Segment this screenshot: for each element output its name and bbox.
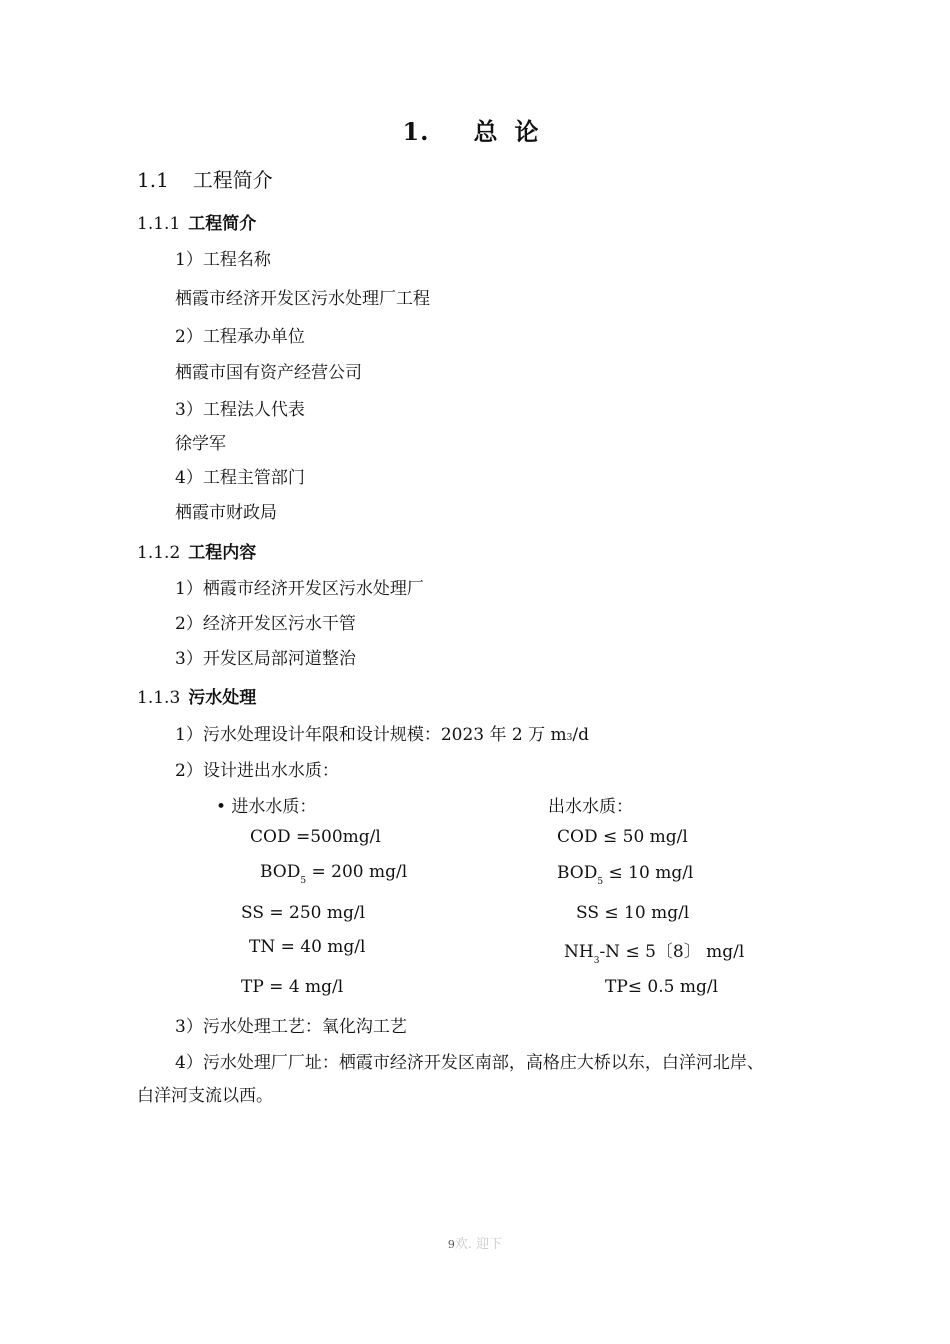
influent-bod	[260, 862, 408, 886]
design-scale-line	[175, 720, 589, 745]
item-value: 栖霞市财政局	[175, 503, 277, 523]
effluent-cod: COD ≤ 50 mg/l	[557, 827, 688, 847]
subsection-title: 工程内容	[188, 543, 257, 563]
water-quality-intro: 2）设计进出水水质：	[175, 761, 339, 781]
list-item: 3）开发区局部河道整治	[175, 649, 356, 669]
effluent-nh3n	[564, 937, 745, 966]
design-scale-unit: /d	[572, 725, 589, 745]
subsection-number: 1.1.2	[137, 543, 181, 563]
subsection-title: 工程简介	[188, 214, 257, 234]
subsection-heading	[137, 538, 256, 563]
list-item: 1）栖霞市经济开发区污水处理厂	[175, 579, 424, 599]
chapter-title	[0, 112, 950, 147]
site-line-continued: 白洋河支流以西。	[137, 1086, 273, 1106]
subsection-number: 1.1.3	[137, 688, 181, 708]
influent-header: • 进水水质：	[216, 797, 317, 817]
item-value: 栖霞市国有资产经营公司	[175, 363, 362, 383]
page-footer	[0, 1233, 950, 1252]
subsection-title: 污水处理	[188, 688, 257, 708]
influent-tn: TN = 40 mg/l	[249, 937, 366, 957]
item-value: 徐学军	[175, 434, 226, 454]
effluent-header: 出水水质：	[548, 797, 633, 817]
process-line: 3）污水处理工艺：氧化沟工艺	[175, 1017, 407, 1037]
effluent-nh-label: NH	[564, 942, 594, 962]
section-title: 工程简介	[192, 168, 273, 192]
influent-bod-subscript: 5	[300, 876, 307, 886]
influent-tp: TP = 4 mg/l	[241, 977, 344, 997]
item-value: 栖霞市经济开发区污水处理厂工程	[175, 289, 430, 309]
influent-ss: SS = 250 mg/l	[241, 903, 366, 923]
influent-bod-value: = 200 mg/l	[311, 862, 408, 882]
item-label: 3）工程法人代表	[175, 400, 305, 420]
effluent-nh-value: -N ≤ 5〔8〕 mg/l	[599, 942, 745, 962]
subsection-heading	[137, 209, 256, 234]
item-label: 4）工程主管部门	[175, 468, 305, 488]
item-label: 2）工程承办单位	[175, 327, 305, 347]
effluent-bod	[557, 863, 694, 887]
section-number: 1.1	[137, 168, 169, 192]
effluent-bod-subscript: 5	[597, 877, 604, 887]
effluent-ss: SS ≤ 10 mg/l	[576, 903, 690, 923]
effluent-tp: TP≤ 0.5 mg/l	[605, 977, 719, 997]
influent-bod-label: BOD	[260, 862, 301, 882]
chapter-title-char: 总	[473, 117, 499, 146]
subsection-number: 1.1.1	[137, 214, 181, 234]
chapter-number: 1.	[402, 117, 430, 146]
list-item: 2）经济开发区污水干管	[175, 614, 356, 634]
footer-text: 欢. 迎下	[454, 1237, 503, 1252]
effluent-nh-subscript: 3	[593, 956, 600, 966]
subsection-heading	[137, 683, 256, 708]
site-line: 4）污水处理厂厂址：栖霞市经济开发区南部，高格庄大桥以东，白洋河北岸、	[175, 1053, 764, 1073]
effluent-bod-value: ≤ 10 mg/l	[608, 863, 694, 883]
section-heading	[137, 164, 273, 193]
page-number: 9	[447, 1238, 455, 1251]
chapter-title-char: 论	[514, 117, 540, 146]
influent-cod: COD =500mg/l	[250, 827, 381, 847]
effluent-bod-label: BOD	[557, 863, 598, 883]
design-scale-sup: 3	[566, 733, 573, 743]
item-label: 1）工程名称	[175, 250, 271, 270]
design-scale-text: 1）污水处理设计年限和设计规模：2023 年 2 万 m	[175, 725, 567, 745]
